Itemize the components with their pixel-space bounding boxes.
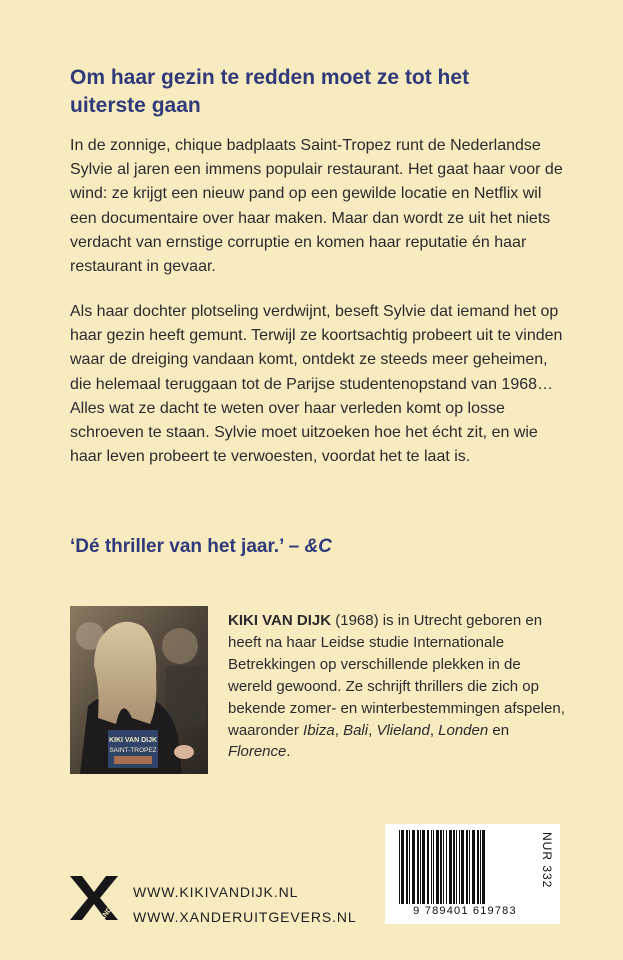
separator: en <box>488 721 510 739</box>
barcode-bar <box>466 830 468 904</box>
author-photo <box>70 606 208 774</box>
book-title-text: SAINT-TROPEZ <box>109 747 157 754</box>
barcode-bar <box>412 830 415 904</box>
nur-code: NUR 332 <box>540 832 554 889</box>
barcode-bar <box>427 830 429 904</box>
quote-source: &C <box>304 536 332 557</box>
separator: , <box>429 721 439 739</box>
barcode-bar <box>399 830 400 904</box>
author-name: KIKI VAN DIJK <box>228 612 332 629</box>
barcode-bar <box>406 830 408 904</box>
place-florence: Florence <box>228 743 287 761</box>
xander-logo <box>68 874 120 922</box>
author-bio-text: (1968) is in Utrecht geboren en heeft na haar Leidse studie Internationale Betrekkingen op verschillende plekken in de wereld gewoond. Ze schrijft thrillers die zich op bekende zomer- en winterbestemmingen afspelen, waaronder <box>228 612 565 739</box>
barcode-bar <box>401 830 404 904</box>
barcode-bar <box>477 830 479 904</box>
barcode-bar <box>431 830 432 904</box>
place-vlieland: Vlieland <box>376 721 430 739</box>
barcode-bar <box>453 830 455 904</box>
separator: . <box>286 743 291 761</box>
barcode-bar <box>422 830 425 904</box>
barcode-bar <box>436 830 439 904</box>
headline: Om haar gezin te redden moet ze tot het uiterste gaan <box>70 66 470 117</box>
quote-text: ‘Dé thriller van het jaar.’ – <box>70 536 300 557</box>
barcode-bar <box>472 830 475 904</box>
blurb-paragraph-1: In de zonnige, chique badplaats Saint-Tropez runt de Nederlandse Sylvie al jaren een immens populair restaurant. Het gaat haar voor de wind: ze krijgt een nieuw pand op een gewilde locatie en Netflix wil een documentaire over haar maken. Maar dan wordt ze uit het niets verdacht van ernstige corruptie en komen haar reputatie én haar restaurant in gevaar. <box>70 137 563 276</box>
publisher-website[interactable]: WWW.XANDERUITGEVERS.NL <box>133 909 357 925</box>
book-in-photo <box>108 730 158 768</box>
place-londen: Londen <box>438 721 489 739</box>
barcode-bar <box>449 830 452 904</box>
separator: , <box>368 721 377 739</box>
separator: , <box>334 721 344 739</box>
barcode-bar <box>409 830 410 904</box>
blurb-paragraph-2: Als haar dochter plotseling verdwijnt, beseft Sylvie dat iemand het op haar gezin heeft gemunt. Terwijl ze koortsachtig probeert uit te vinden waar de dreiging vandaan komt, ontdekt ze steeds meer geheimen, die helemaal teruggaan tot de Parijse studentenopstand van 1968… Alles wat ze dacht te weten over haar verleden komt op losse schroeven te staan. Sylvie moet uitzoeken hoe het écht zit, en wie haar leven probeert te verwoesten, voordat het te laat is. <box>70 303 563 466</box>
barcode-bar <box>459 830 460 904</box>
barcode-bar <box>461 830 464 904</box>
publisher-urls <box>133 880 357 930</box>
place-ibiza: Ibiza <box>303 721 335 739</box>
author-bio <box>228 610 568 763</box>
logo-wordmark: XANDER <box>95 898 120 922</box>
barcode-bar <box>480 830 481 904</box>
place-bali: Bali <box>343 721 369 739</box>
book-author-text: KIKI VAN DIJK <box>108 737 158 744</box>
author-website[interactable]: WWW.KIKIVANDIJK.NL <box>133 884 299 900</box>
barcode-bar <box>417 830 419 904</box>
barcode-bar <box>440 830 442 904</box>
isbn-number: 9 789401 619783 <box>413 905 517 917</box>
review-quote <box>70 536 332 558</box>
barcode-bar <box>456 830 457 904</box>
barcode-bar <box>446 830 447 904</box>
barcode-bar <box>482 830 485 904</box>
barcode-bar <box>443 830 444 904</box>
barcode <box>395 830 535 908</box>
barcode-bar <box>433 830 434 904</box>
barcode-bar <box>420 830 421 904</box>
barcode-bar <box>469 830 470 904</box>
